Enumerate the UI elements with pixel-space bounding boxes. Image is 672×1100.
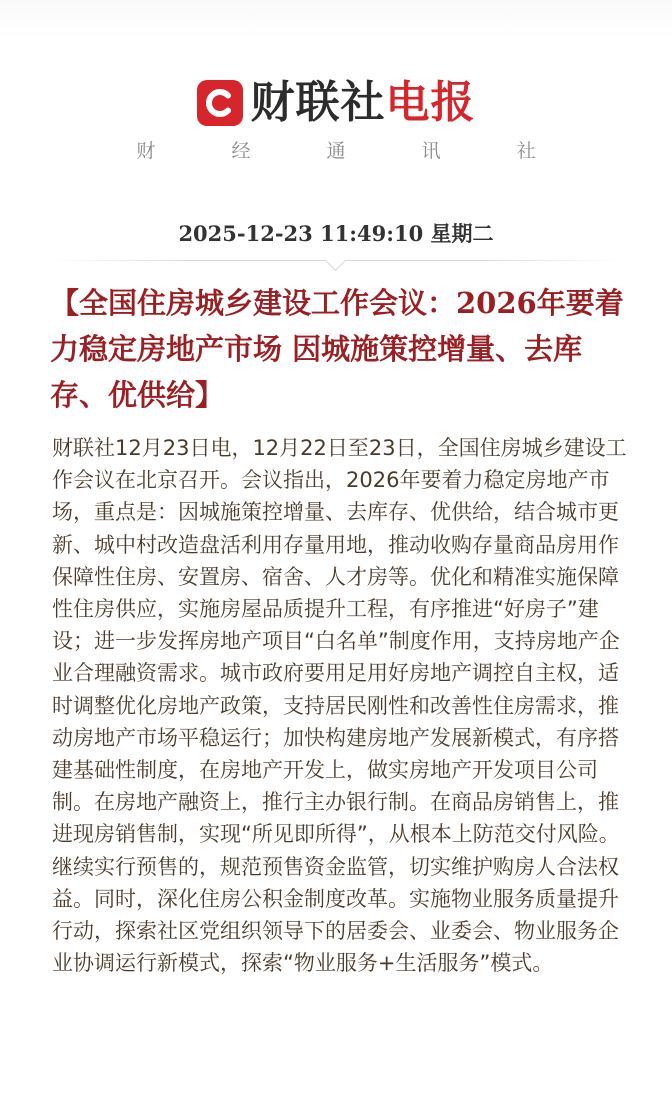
article-datetime: 2025-12-23 11:49:10 星期二	[178, 221, 494, 246]
article-headline: 【全国住房城乡建设工作会议：2026年要着力稳定房地产市场 因城施策控增量、去库存、优供给】	[50, 286, 624, 412]
logo-c-icon	[197, 80, 243, 126]
masthead	[0, 78, 672, 128]
brand-name-main: 财联社	[250, 77, 386, 128]
brand-name-accent: 电报	[385, 77, 476, 128]
divider-notch	[325, 250, 346, 271]
article-body: 财联社12月23日电，12月22日至23日，全国住房城乡建设工作会议在北京召开。会议指出，2026年要着力稳定房地产市场，重点是：因城施策控增量、去库存、优供给，结合城市更新、城中村改造盘活利用存量用地，推动收购存量商品房用作保障性住房、安置房、宿舍、人才房等。优化和精准实施保障性住房供应，实施房屋品质提升工程，有序推进“好房子”建设；进一步发挥房地产项目“白名单”制度作用，支持房地产企业合理融资需求。城市政府要用足用好房地产调控自主权，适时调整优化房地产政策，支持居民刚性和改善性住房需求，推动房地产市场平稳运行；加快构建房地产发展新模式，有序搭建基础性制度，在房地产开发上，做实房地产开发项目公司制。在房地产融资上，推行主办银行制。在商品房销售上，推进现房销售制，实现“所见即所得”，从根本上防范交付风险。继续实行预售的，规范预售资金监管，切实维护购房人合法权益。同时，深化住房公积金制度改革。实施物业服务质量提升行动，探索社区党组织领导下的居委会、业委会、物业服务企业协调运行新模式，探索“物业服务+生活服务”模式。	[52, 436, 627, 976]
brand-subtitle: 财 经 通 讯 社	[136, 140, 571, 162]
brand-name	[251, 78, 476, 128]
